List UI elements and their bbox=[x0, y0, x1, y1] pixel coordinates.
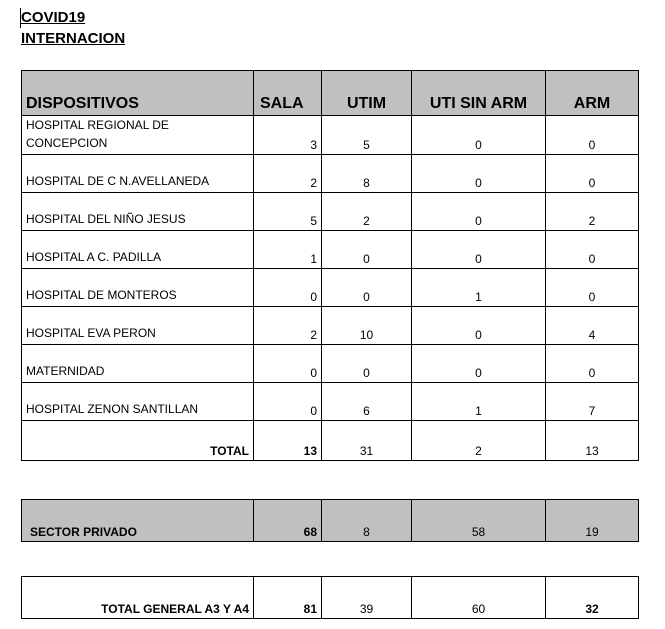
total-utim: 31 bbox=[322, 421, 412, 461]
row-sala: 5 bbox=[254, 193, 322, 231]
row-uti-sin-arm: 0 bbox=[412, 307, 546, 345]
row-sala: 0 bbox=[254, 345, 322, 383]
row-utim: 0 bbox=[322, 345, 412, 383]
title-covid19: COVID19 bbox=[21, 9, 86, 26]
total-general-row bbox=[22, 577, 639, 619]
title-internacion: INTERNACION bbox=[21, 30, 126, 47]
internacion-table bbox=[21, 70, 639, 461]
total-general-uti-sin-arm: 60 bbox=[412, 577, 546, 619]
header-uti-sin-arm: UTI SIN ARM bbox=[412, 71, 546, 116]
row-name: MATERNIDAD bbox=[22, 345, 254, 383]
row-utim: 2 bbox=[322, 193, 412, 231]
header-arm: ARM bbox=[546, 71, 639, 116]
sector-privado-sala: 68 bbox=[254, 500, 322, 542]
row-utim: 10 bbox=[322, 307, 412, 345]
table-row bbox=[22, 345, 639, 383]
row-name: HOSPITAL EVA PERON bbox=[22, 307, 254, 345]
row-arm: 0 bbox=[546, 231, 639, 269]
total-general-utim: 39 bbox=[322, 577, 412, 619]
total-general-table bbox=[21, 576, 639, 619]
table-row bbox=[22, 231, 639, 269]
header-dispositivos: DISPOSITIVOS bbox=[22, 71, 254, 116]
row-arm: 2 bbox=[546, 193, 639, 231]
row-utim: 0 bbox=[322, 269, 412, 307]
row-sala: 2 bbox=[254, 307, 322, 345]
row-utim: 5 bbox=[322, 116, 412, 155]
row-uti-sin-arm: 1 bbox=[412, 269, 546, 307]
row-utim: 0 bbox=[322, 231, 412, 269]
total-general-arm: 32 bbox=[546, 577, 639, 619]
row-arm: 4 bbox=[546, 307, 639, 345]
row-uti-sin-arm: 0 bbox=[412, 231, 546, 269]
total-uti-sin-arm: 2 bbox=[412, 421, 546, 461]
sector-privado-utim: 8 bbox=[322, 500, 412, 542]
total-general-label: TOTAL GENERAL A3 Y A4 bbox=[22, 577, 254, 619]
row-name: HOSPITAL DE MONTEROS bbox=[22, 269, 254, 307]
row-arm: 0 bbox=[546, 269, 639, 307]
sector-privado-table bbox=[21, 499, 639, 542]
table-row bbox=[22, 155, 639, 193]
total-general-sala: 81 bbox=[254, 577, 322, 619]
table-row bbox=[22, 269, 639, 307]
row-utim: 6 bbox=[322, 383, 412, 421]
sector-privado-label: SECTOR PRIVADO bbox=[22, 500, 254, 542]
row-name: HOSPITAL DE C N.AVELLANEDA bbox=[22, 155, 254, 193]
total-label: TOTAL bbox=[22, 421, 254, 461]
sector-privado-uti-sin-arm: 58 bbox=[412, 500, 546, 542]
row-uti-sin-arm: 0 bbox=[412, 155, 546, 193]
table-row bbox=[22, 193, 639, 231]
row-arm: 0 bbox=[546, 116, 639, 155]
row-sala: 3 bbox=[254, 116, 322, 155]
table-row bbox=[22, 383, 639, 421]
row-arm: 7 bbox=[546, 383, 639, 421]
row-sala: 1 bbox=[254, 231, 322, 269]
total-row bbox=[22, 421, 639, 461]
row-uti-sin-arm: 1 bbox=[412, 383, 546, 421]
sector-privado-arm: 19 bbox=[546, 500, 639, 542]
total-sala: 13 bbox=[254, 421, 322, 461]
row-sala: 0 bbox=[254, 383, 322, 421]
row-uti-sin-arm: 0 bbox=[412, 116, 546, 155]
total-arm: 13 bbox=[546, 421, 639, 461]
sector-privado-row bbox=[22, 500, 639, 542]
row-arm: 0 bbox=[546, 155, 639, 193]
row-name: HOSPITAL A C. PADILLA bbox=[22, 231, 254, 269]
table-row bbox=[22, 116, 639, 155]
table-header-row bbox=[22, 71, 639, 116]
row-utim: 8 bbox=[322, 155, 412, 193]
row-sala: 0 bbox=[254, 269, 322, 307]
row-uti-sin-arm: 0 bbox=[412, 193, 546, 231]
header-sala: SALA bbox=[254, 71, 322, 116]
row-sala: 2 bbox=[254, 155, 322, 193]
row-name: HOSPITAL DEL NIÑO JESUS bbox=[22, 193, 254, 231]
row-uti-sin-arm: 0 bbox=[412, 345, 546, 383]
table-row bbox=[22, 307, 639, 345]
row-name: HOSPITAL REGIONAL DE CONCEPCION bbox=[22, 116, 254, 155]
row-arm: 0 bbox=[546, 345, 639, 383]
header-utim: UTIM bbox=[322, 71, 412, 116]
row-name: HOSPITAL ZENON SANTILLAN bbox=[22, 383, 254, 421]
